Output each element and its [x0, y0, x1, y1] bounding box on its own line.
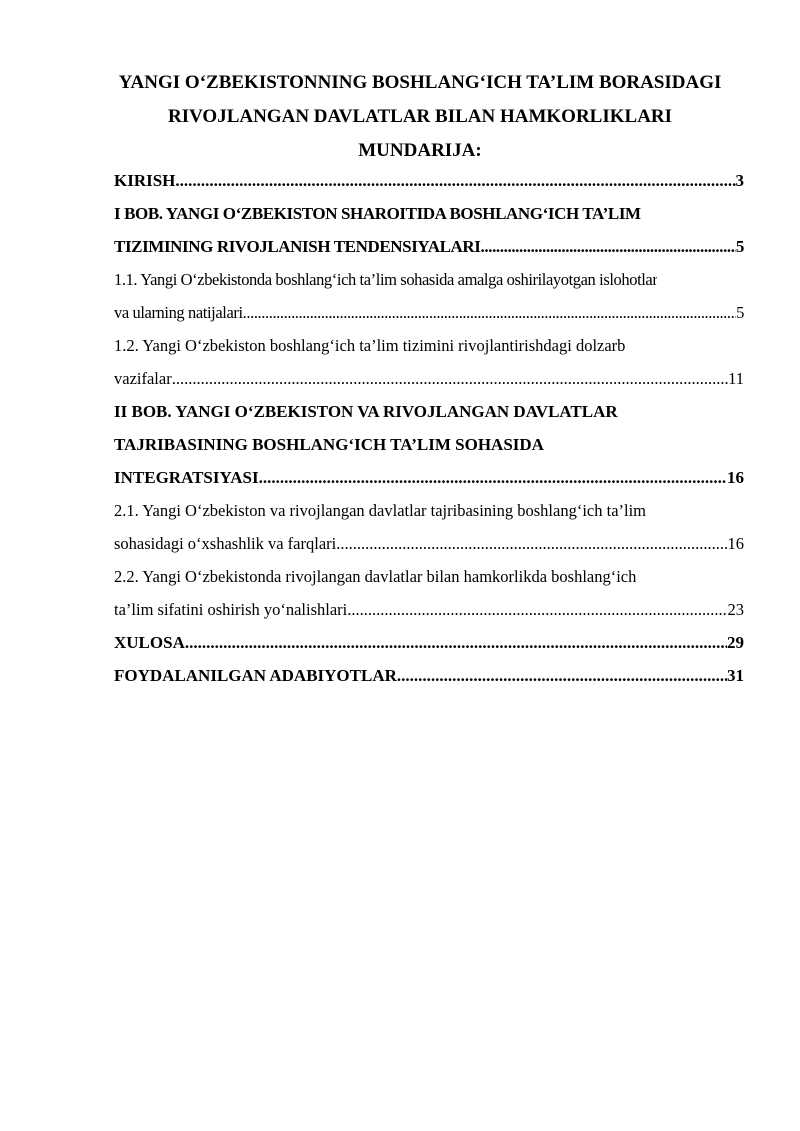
toc-page-number: 31	[727, 666, 744, 685]
dot-leader	[243, 296, 736, 329]
toc-entry-text: 2.2. Yangi O‘zbekistonda rivojlangan davlatlar bilan hamkorlikda boshlang‘ich	[114, 567, 637, 586]
toc-entry-section-2-1-line-1[interactable]	[114, 494, 744, 527]
toc-entry-text: sohasidagi o‘xshashlik va farqlari	[114, 534, 337, 553]
toc-entry-section-2-2-line-1[interactable]	[114, 560, 744, 593]
toc-page-number: 23	[727, 600, 744, 619]
toc-entry-section-2-1-line-2[interactable]	[114, 527, 744, 560]
toc-entry-chapter-2-line-3[interactable]	[114, 461, 744, 494]
toc-page-number: 29	[727, 633, 744, 652]
document-title	[100, 66, 740, 168]
toc-entry-text: I BOB. YANGI O‘ZBEKISTON SHAROITIDA BOSHLANG‘ICH TA’LIM	[114, 204, 641, 223]
dot-leader	[481, 230, 736, 263]
title-line-2: RIVOJLANGAN DAVLATLAR BILAN HAMKORLIKLARI	[167, 106, 673, 127]
dot-leader	[336, 527, 727, 560]
dot-leader	[397, 659, 727, 692]
toc-entry-text: INTEGRATSIYASI	[114, 468, 259, 487]
dot-leader	[259, 461, 727, 494]
dot-leader	[347, 593, 727, 626]
toc-entry-chapter-2-line-2[interactable]	[114, 428, 744, 461]
toc-entry-text: KIRISH	[114, 171, 176, 190]
table-of-contents	[114, 164, 744, 692]
toc-entry-conclusion[interactable]	[114, 626, 744, 659]
toc-page-number: 5	[735, 237, 744, 256]
toc-page-number: 16	[727, 534, 744, 553]
toc-entry-text: FOYDALANILGAN ADABIYOTLAR	[114, 666, 397, 685]
toc-entry-text: TAJRIBASINING BOSHLANG‘ICH TA’LIM SOHASIDA	[114, 435, 544, 454]
toc-entry-text: ta’lim sifatini oshirish yo‘nalishlari	[114, 600, 348, 619]
toc-heading: MUNDARIJA:	[358, 140, 482, 161]
toc-entry-text: va ularning natijalari	[114, 303, 243, 322]
toc-entry-text: 1.1. Yangi O‘zbekistonda boshlang‘ich ta’lim sohasida amalga oshirilayotgan islohotlar	[114, 270, 658, 289]
toc-entry-text: vazifalar	[114, 369, 172, 388]
toc-entry-text: TIZIMINING RIVOJLANISH TENDENSIYALARI	[114, 237, 481, 256]
toc-page-number: 11	[728, 369, 744, 388]
toc-entry-chapter-1-line-2[interactable]	[114, 230, 744, 263]
title-line-1: YANGI O‘ZBEKISTONNING BOSHLANG‘ICH TA’LIM BORASIDAGI	[118, 72, 722, 93]
toc-entry-section-1-2-line-1[interactable]	[114, 329, 744, 362]
toc-entry-section-1-1-line-2[interactable]	[114, 296, 744, 329]
toc-entry-text: 1.2. Yangi O‘zbekiston boshlang‘ich ta’lim tizimini rivojlantirishdagi dolzarb	[114, 336, 626, 355]
toc-entry-section-1-2-line-2[interactable]	[114, 362, 744, 395]
toc-entry-section-1-1-line-1[interactable]	[114, 263, 744, 296]
toc-entry-intro[interactable]	[114, 164, 744, 197]
dot-leader	[185, 626, 727, 659]
dot-leader	[175, 164, 735, 197]
toc-entry-chapter-1-line-1[interactable]	[114, 197, 744, 230]
toc-entry-chapter-2-line-1[interactable]	[114, 395, 744, 428]
toc-entry-text: II BOB. YANGI O‘ZBEKISTON VA RIVOJLANGAN DAVLATLAR	[114, 402, 618, 421]
toc-entry-section-2-2-line-2[interactable]	[114, 593, 744, 626]
toc-page-number: 16	[727, 468, 744, 487]
toc-page-number: 5	[736, 303, 744, 322]
dot-leader	[172, 362, 728, 395]
toc-entry-references[interactable]	[114, 659, 744, 692]
toc-entry-text: 2.1. Yangi O‘zbekiston va rivojlangan davlatlar tajribasining boshlang‘ich ta’lim	[114, 501, 647, 520]
toc-page-number: 3	[735, 171, 744, 190]
toc-entry-text: XULOSA	[114, 633, 185, 652]
